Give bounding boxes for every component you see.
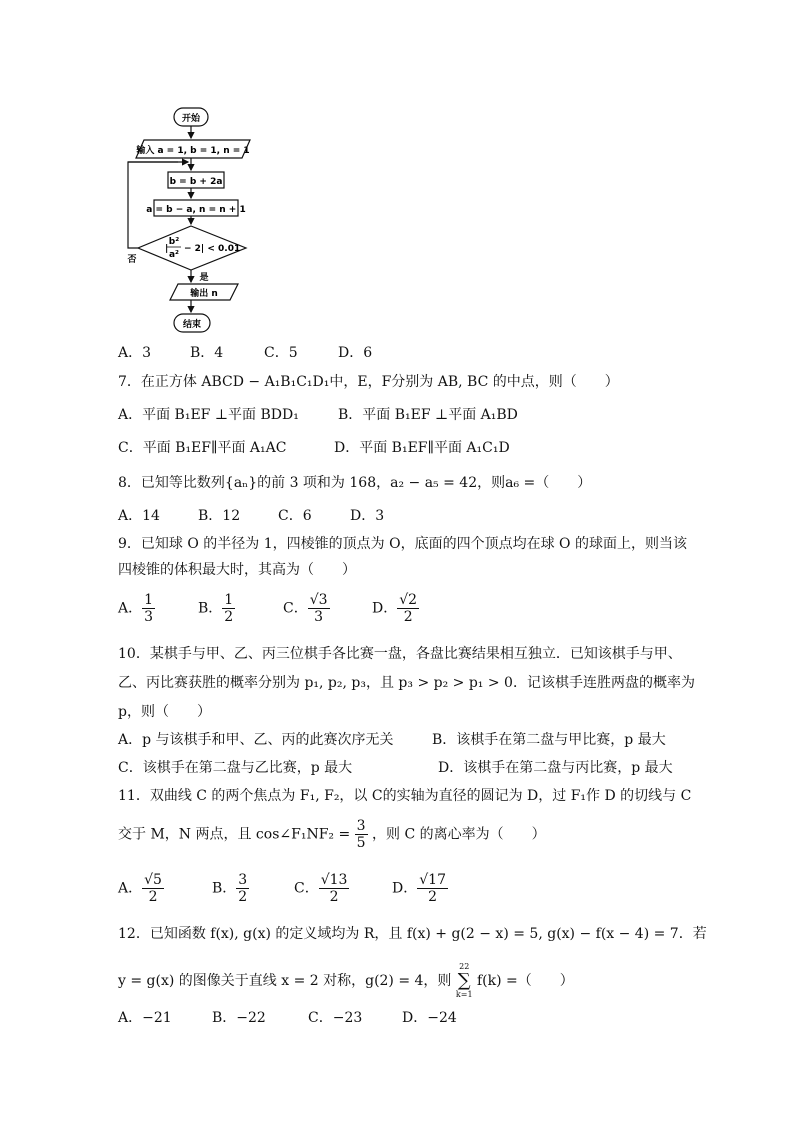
- q9-option-a-den: 3: [144, 609, 154, 625]
- q7-option-a: A．平面 B₁EF ⊥平面 BDD₁: [118, 407, 299, 423]
- q9-option-b-num: 1: [224, 592, 234, 608]
- q12-stem-post: f(k) =（ ）: [476, 973, 574, 989]
- q7-option-b: B．平面 B₁EF ⊥平面 A₁BD: [338, 407, 518, 423]
- q6-option-a: A．3: [118, 345, 152, 361]
- q9-option-b: [198, 592, 235, 625]
- q11-option-d: [392, 872, 448, 905]
- q12-option-b: B．−22: [212, 1010, 266, 1026]
- q10-stem-line1: 10．某棋手与甲、乙、丙三位棋手各比赛一盘，各盘比赛结果相互独立．已知该棋手与甲、: [118, 646, 682, 662]
- q9-option-d-label: D．: [372, 600, 398, 617]
- q11-stem-line2: [118, 818, 546, 851]
- q8-stem: 8．已知等比数列{aₙ}的前 3 项和为 168，a₂ − a₅ = 42，则a₆ =（ ）: [118, 475, 592, 491]
- q11-option-a-num: √5: [144, 872, 162, 888]
- q10-option-a: A．p 与该棋手和甲、乙、丙的此赛次序无关: [118, 732, 394, 748]
- q12-stem-line2: [118, 962, 574, 1000]
- q9-option-a-num: 1: [144, 592, 154, 608]
- q12-stem-pre: y = g(x) 的图像关于直线 x = 2 对称，g(2) = 4，则: [118, 973, 452, 989]
- flow-cond-rest: − 2| < 0.01: [184, 244, 241, 254]
- q10-option-b: B．该棋手在第二盘与甲比赛，p 最大: [432, 732, 666, 748]
- q7-stem: 7．在正方体 ABCD − A₁B₁C₁D₁中，E，F分别为 AB, BC 的中点，则（ ）: [118, 374, 619, 390]
- flow-step1-label: b = b + 2a: [169, 177, 223, 187]
- q6-option-b: B．4: [190, 345, 224, 361]
- q11-option-c-num: √13: [320, 872, 348, 888]
- q11-stem-post: ，则 C 的离心率为（ ）: [372, 826, 546, 843]
- q9-stem-line1: 9．已知球 O 的半径为 1，四棱锥的顶点为 O，底面的四个顶点均在球 O 的球面上，则当该: [118, 536, 687, 552]
- flow-step2-label: a = b − a, n = n + 1: [146, 205, 246, 215]
- q11-option-b: [212, 872, 249, 905]
- q7-option-c: C．平面 B₁EF∥平面 A₁AC: [118, 440, 287, 456]
- svg-text:|: |: [165, 244, 169, 254]
- q12-option-a: A．−21: [118, 1010, 172, 1026]
- q12-option-d: D．−24: [402, 1010, 457, 1026]
- q6-option-d: D．6: [338, 345, 373, 361]
- q8-option-c: C．6: [278, 508, 312, 524]
- q9-option-b-den: 2: [224, 609, 234, 625]
- q12-stem-line1: 12．已知函数 f(x), g(x) 的定义域均为 R，且 f(x) + g(2 − x) = 5, g(x) − f(x − 4) = 7．若: [118, 926, 707, 942]
- q12-sum-top: 22: [459, 962, 470, 971]
- q11-option-c: [294, 872, 349, 905]
- q11-option-d-den: 2: [428, 889, 438, 905]
- q9-option-d-den: 2: [403, 609, 413, 625]
- flow-start-label: 开始: [181, 114, 201, 124]
- q11-option-d-label: D．: [392, 880, 418, 897]
- q11-option-b-num: 3: [238, 872, 248, 888]
- q7-option-d: D．平面 B₁EF∥平面 A₁C₁D: [334, 440, 510, 456]
- q9-option-a-label: A．: [118, 600, 143, 617]
- flow-no-label: 否: [127, 255, 137, 265]
- q10-option-d: D．该棋手在第二盘与丙比赛，p 最大: [438, 760, 673, 776]
- flow-end-label: 结束: [182, 320, 202, 330]
- q10-stem-line3: p，则（ ）: [118, 704, 211, 720]
- q12-sum-sign: ∑: [457, 970, 471, 991]
- q11-cos-den: 5: [356, 835, 366, 851]
- q11-option-a-label: A．: [118, 880, 143, 897]
- q11-option-c-den: 2: [329, 889, 339, 905]
- q11-option-c-label: C．: [294, 880, 319, 897]
- flowchart: [118, 104, 258, 336]
- q10-stem-line2: 乙、丙比赛获胜的概率分别为 p₁, p₂, p₃，且 p₃ > p₂ > p₁ > 0．记该棋手连胜两盘的概率为: [118, 675, 695, 691]
- q9-option-c-den: 3: [314, 609, 324, 625]
- q9-option-c-label: C．: [283, 600, 308, 617]
- q11-option-d-num: √17: [419, 872, 446, 888]
- flow-yes-label: 是: [199, 273, 209, 283]
- q11-stem-pre: 交于 M，N 两点，且 cos∠F₁NF₂ =: [118, 826, 351, 843]
- q9-option-b-label: B．: [198, 600, 223, 617]
- q8-option-b: B．12: [198, 508, 241, 524]
- q10-option-c: C．该棋手在第二盘与乙比赛，p 最大: [118, 760, 353, 776]
- flow-cond-den: a²: [168, 250, 180, 260]
- flow-output-label: 输出 n: [190, 289, 218, 299]
- q6-option-c: C．5: [264, 345, 298, 361]
- q9-option-a: [118, 592, 155, 625]
- q11-option-a-den: 2: [148, 889, 158, 905]
- q9-stem-line2: 四棱锥的体积最大时，其高为（ ）: [118, 562, 356, 578]
- q9-option-d: [372, 592, 419, 625]
- q11-option-a: [118, 872, 164, 905]
- q11-stem-line1: 11．双曲线 C 的两个焦点为 F₁, F₂，以 C的实轴为直径的圆记为 D，过 F₁作 D 的切线与 C: [118, 788, 692, 804]
- flow-input-label: 输入 a = 1, b = 1, n = 1: [136, 146, 250, 156]
- q11-option-b-den: 2: [238, 889, 248, 905]
- q9-option-c: [283, 592, 330, 625]
- q11-cos-num: 3: [356, 818, 366, 834]
- q9-option-c-num: √3: [309, 592, 328, 608]
- q12-sum-bottom: k=1: [455, 990, 473, 999]
- flow-cond-num: b²: [168, 237, 180, 247]
- q12-option-c: C．−23: [308, 1010, 363, 1026]
- q9-option-d-num: √2: [399, 592, 418, 608]
- q8-option-d: D．3: [350, 508, 385, 524]
- q11-option-b-label: B．: [212, 880, 237, 897]
- q8-option-a: A．14: [118, 508, 160, 524]
